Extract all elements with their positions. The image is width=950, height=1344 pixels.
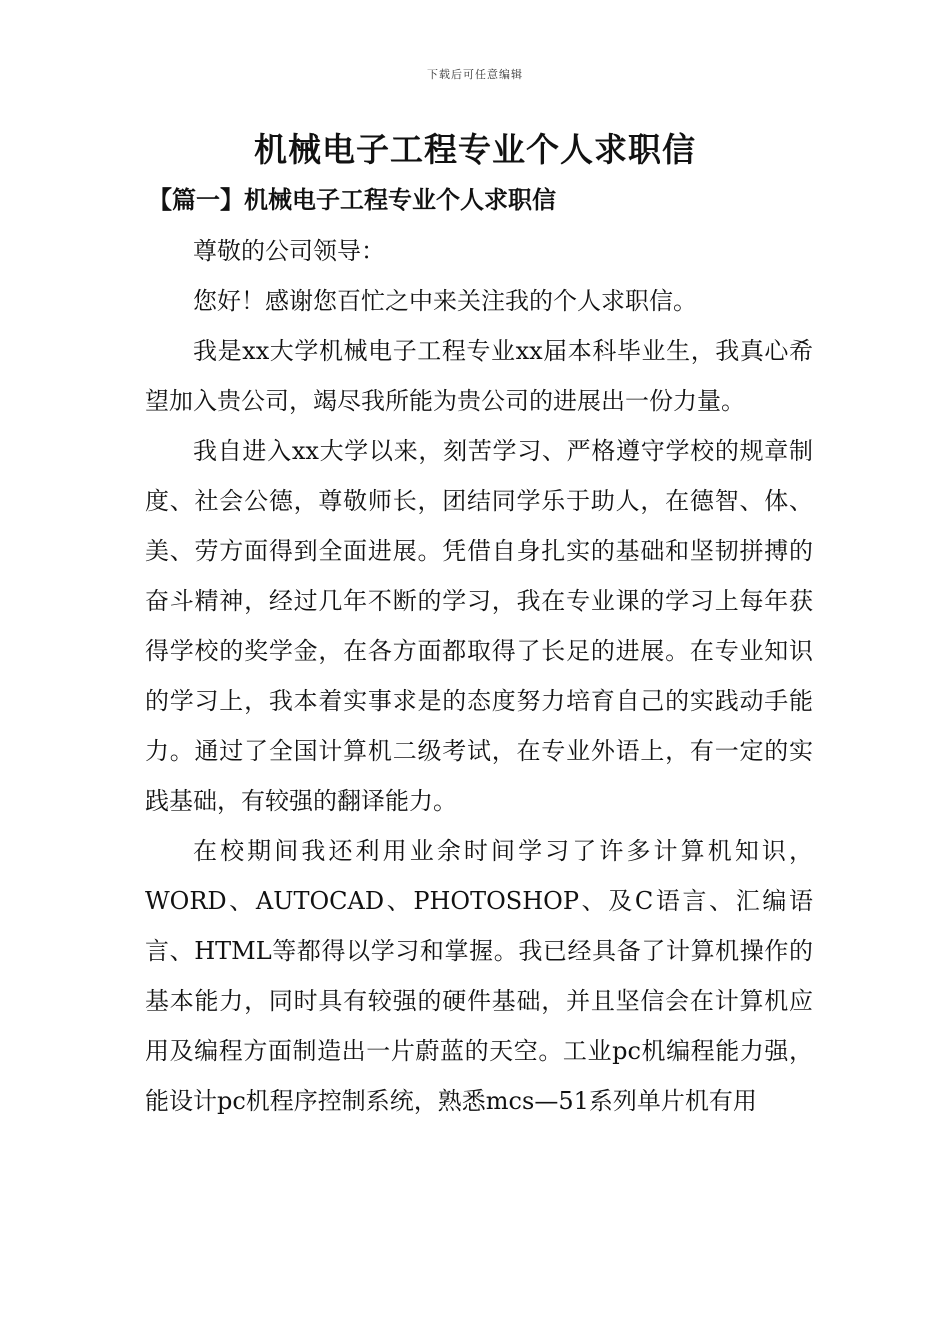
computer-skills-paragraph: 在校期间我还利用业余时间学习了许多计算机知识，WORD、AUTOCAD、PHOTOSHOP、及C语言、汇编语言、HTML等都得以学习和掌握。我已经具备了计算机操作的基本能力，同时具有较强的硬件基础，并且坚信会在计算机应用及编程方面制造出一片蔚蓝的天空。工业pc机编程能力强，能设计pc机程序控制系统，熟悉mcs—51系列单片机有用 (145, 837, 813, 1115)
section-heading: 【篇一】机械电子工程专业个人求职信 (148, 185, 556, 214)
header-note: 下载后可任意编辑 (427, 68, 523, 81)
introduction-paragraph: 我是xx大学机械电子工程专业xx届本科毕业生，我真心希望加入贵公司，竭尽我所能为贵公司的进展出一份力量。 (145, 337, 813, 415)
study-experience-paragraph: 我自进入xx大学以来，刻苦学习、严格遵守学校的规章制度、社会公德，尊敬师长，团结同学乐于助人，在德智、体、美、劳方面得到全面进展。凭借自身扎实的基础和坚韧拼搏的奋斗精神，经过几年不断的学习，我在专业课的学习上每年获得学校的奖学金，在各方面都取得了长足的进展。在专业知识的学习上，我本着实事求是的态度努力培育自己的实践动手能力。通过了全国计算机二级考试，在专业外语上，有一定的实践基础，有较强的翻译能力。 (145, 437, 813, 815)
salutation-paragraph: 尊敬的公司领导： (193, 237, 385, 265)
document-title: 机械电子工程专业个人求职信 (254, 130, 696, 169)
greeting-paragraph: 您好！感谢您百忙之中来关注我的个人求职信。 (193, 287, 697, 315)
letter-body (145, 226, 813, 1126)
